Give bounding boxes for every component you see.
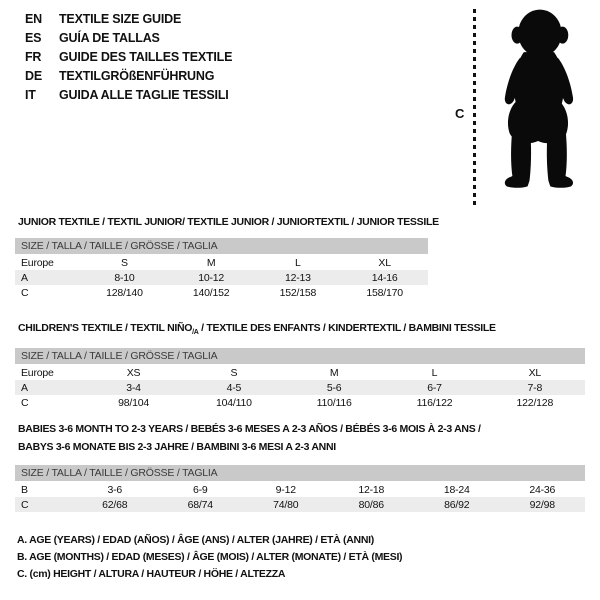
legend-line-a: A. AGE (YEARS) / EDAD (AÑOS) / ÂGE (ANS) / ALTER (JAHRE) / ETÀ (ANNI): [17, 534, 374, 546]
table-row: [15, 380, 585, 395]
babies-size-table: [15, 482, 585, 512]
junior-size-table: [15, 255, 428, 300]
table-cell: 104/110: [215, 396, 252, 409]
language-row-es: [25, 29, 232, 48]
table-cell: Europe: [21, 366, 54, 379]
language-title: TEXTILGRÖßENFÜHRUNG: [59, 69, 215, 83]
table-cell: 18-24: [443, 483, 470, 496]
table-cell: 80/86: [329, 497, 415, 512]
table-cell: 6-9: [192, 483, 208, 496]
table-cell: L: [431, 366, 438, 379]
junior-size-table-body: [15, 255, 428, 300]
table-cell: 14-16: [341, 270, 428, 285]
height-measure-line: [473, 9, 476, 207]
babies-size-header-bar: SIZE / TALLA / TAILLE / GRÖSSE / TAGLIA: [15, 465, 585, 481]
legend: [17, 532, 402, 583]
table-cell: 152/158: [279, 286, 317, 299]
babies-size-table-body: [15, 482, 585, 512]
language-title: TEXTILE SIZE GUIDE: [59, 12, 182, 26]
table-cell: 98/104: [118, 396, 149, 409]
table-cell: B: [21, 483, 28, 496]
table-cell: M: [206, 256, 216, 269]
table-cell: 3-4: [83, 380, 183, 395]
language-title: GUÍA DE TALLAS: [59, 31, 160, 45]
babies-table-title-line1: BABIES 3-6 MONTH TO 2-3 YEARS / BEBÉS 3-6 MESES A 2-3 AÑOS / BÉBÉS 3-6 MOIS À 2-3 ANS /: [18, 423, 481, 435]
babies-table-title-line2: BABYS 3-6 MONATE BIS 2-3 JAHRE / BAMBINI 3-6 MESI A 2-3 ANNI: [18, 441, 336, 453]
language-row-fr: [25, 48, 232, 67]
children-size-table: [15, 365, 585, 410]
table-cell: 116/122: [416, 396, 453, 409]
baby-silhouette-icon: [486, 4, 590, 208]
table-cell: 8-10: [81, 270, 168, 285]
table-cell: 68/74: [158, 497, 244, 512]
language-row-en: [25, 10, 232, 29]
table-cell: 12-13: [255, 270, 342, 285]
children-size-header-bar: SIZE / TALLA / TAILLE / GRÖSSE / TAGLIA: [15, 348, 585, 364]
legend-line-c: C. (cm) HEIGHT / ALTURA / HAUTEUR / HÖHE / ALTEZZA: [17, 568, 286, 580]
table-cell: 92/98: [500, 497, 586, 512]
table-cell: C: [21, 286, 29, 299]
table-cell: A: [15, 270, 81, 285]
table-cell: 86/92: [414, 497, 500, 512]
table-cell: 24-36: [529, 483, 556, 496]
table-cell: 6-7: [384, 380, 484, 395]
junior-size-header-bar: SIZE / TALLA / TAILLE / GRÖSSE / TAGLIA: [15, 238, 428, 254]
table-cell: Europe: [21, 256, 54, 269]
table-cell: XL: [528, 366, 542, 379]
table-row: [15, 285, 428, 300]
junior-table-title: JUNIOR TEXTILE / TEXTIL JUNIOR/ TEXTILE JUNIOR / JUNIORTEXTIL / JUNIOR TESSILE: [18, 216, 439, 228]
table-row: [15, 482, 585, 497]
table-cell: C: [21, 396, 29, 409]
table-cell: 7-8: [485, 380, 585, 395]
table-cell: L: [295, 256, 301, 269]
language-code: ES: [25, 31, 42, 45]
language-code: EN: [25, 12, 42, 26]
table-cell: 9-12: [275, 483, 296, 496]
babies-textile-section: [15, 420, 585, 512]
children-size-table-body: [15, 365, 585, 410]
language-title: GUIDA ALLE TAGLIE TESSILI: [59, 88, 229, 102]
children-textile-section: [15, 322, 585, 410]
legend-line-b: B. AGE (MONTHS) / EDAD (MESES) / ÂGE (MOIS) / ALTER (MONATE) / ETÀ (MESI): [17, 551, 403, 563]
table-row: [15, 365, 585, 380]
junior-textile-section: [15, 216, 439, 300]
table-cell: 12-18: [358, 483, 385, 496]
table-cell: 122/128: [516, 396, 554, 409]
table-cell: 10-12: [168, 270, 255, 285]
children-title-part: / TEXTILE DES ENFANTS / KINDERTEXTIL / BAMBINI TESSILE: [198, 322, 496, 334]
table-cell: S: [230, 366, 238, 379]
table-cell: 3-6: [107, 483, 123, 496]
language-code: FR: [25, 50, 42, 64]
table-cell: 128/140: [106, 286, 143, 299]
table-row: [15, 255, 428, 270]
table-cell: 5-6: [284, 380, 384, 395]
table-cell: A: [15, 380, 83, 395]
table-cell: 158/170: [366, 286, 403, 299]
table-cell: M: [329, 366, 339, 379]
table-cell: XL: [378, 256, 391, 269]
language-row-de: [25, 67, 232, 86]
table-cell: 74/80: [243, 497, 329, 512]
height-measure-label: C: [455, 106, 465, 121]
language-title: GUIDE DES TAILLES TEXTILE: [59, 50, 233, 64]
table-cell: C: [15, 497, 72, 512]
table-cell: 62/68: [72, 497, 158, 512]
table-cell: 110/116: [316, 396, 352, 409]
language-code: IT: [25, 88, 36, 102]
language-row-it: [25, 86, 232, 105]
table-cell: 140/152: [192, 286, 230, 299]
children-title-subscript: /A: [192, 329, 199, 337]
table-row: [15, 497, 585, 512]
children-table-title: [15, 322, 585, 339]
language-code: DE: [25, 69, 42, 83]
table-cell: XS: [126, 366, 141, 379]
table-cell: S: [121, 256, 128, 269]
table-row: [15, 395, 585, 410]
language-list: [25, 10, 232, 105]
table-cell: 4-5: [184, 380, 284, 395]
children-title-part: CHILDREN'S TEXTILE / TEXTIL NIÑO: [18, 322, 193, 334]
table-row: [15, 270, 428, 285]
